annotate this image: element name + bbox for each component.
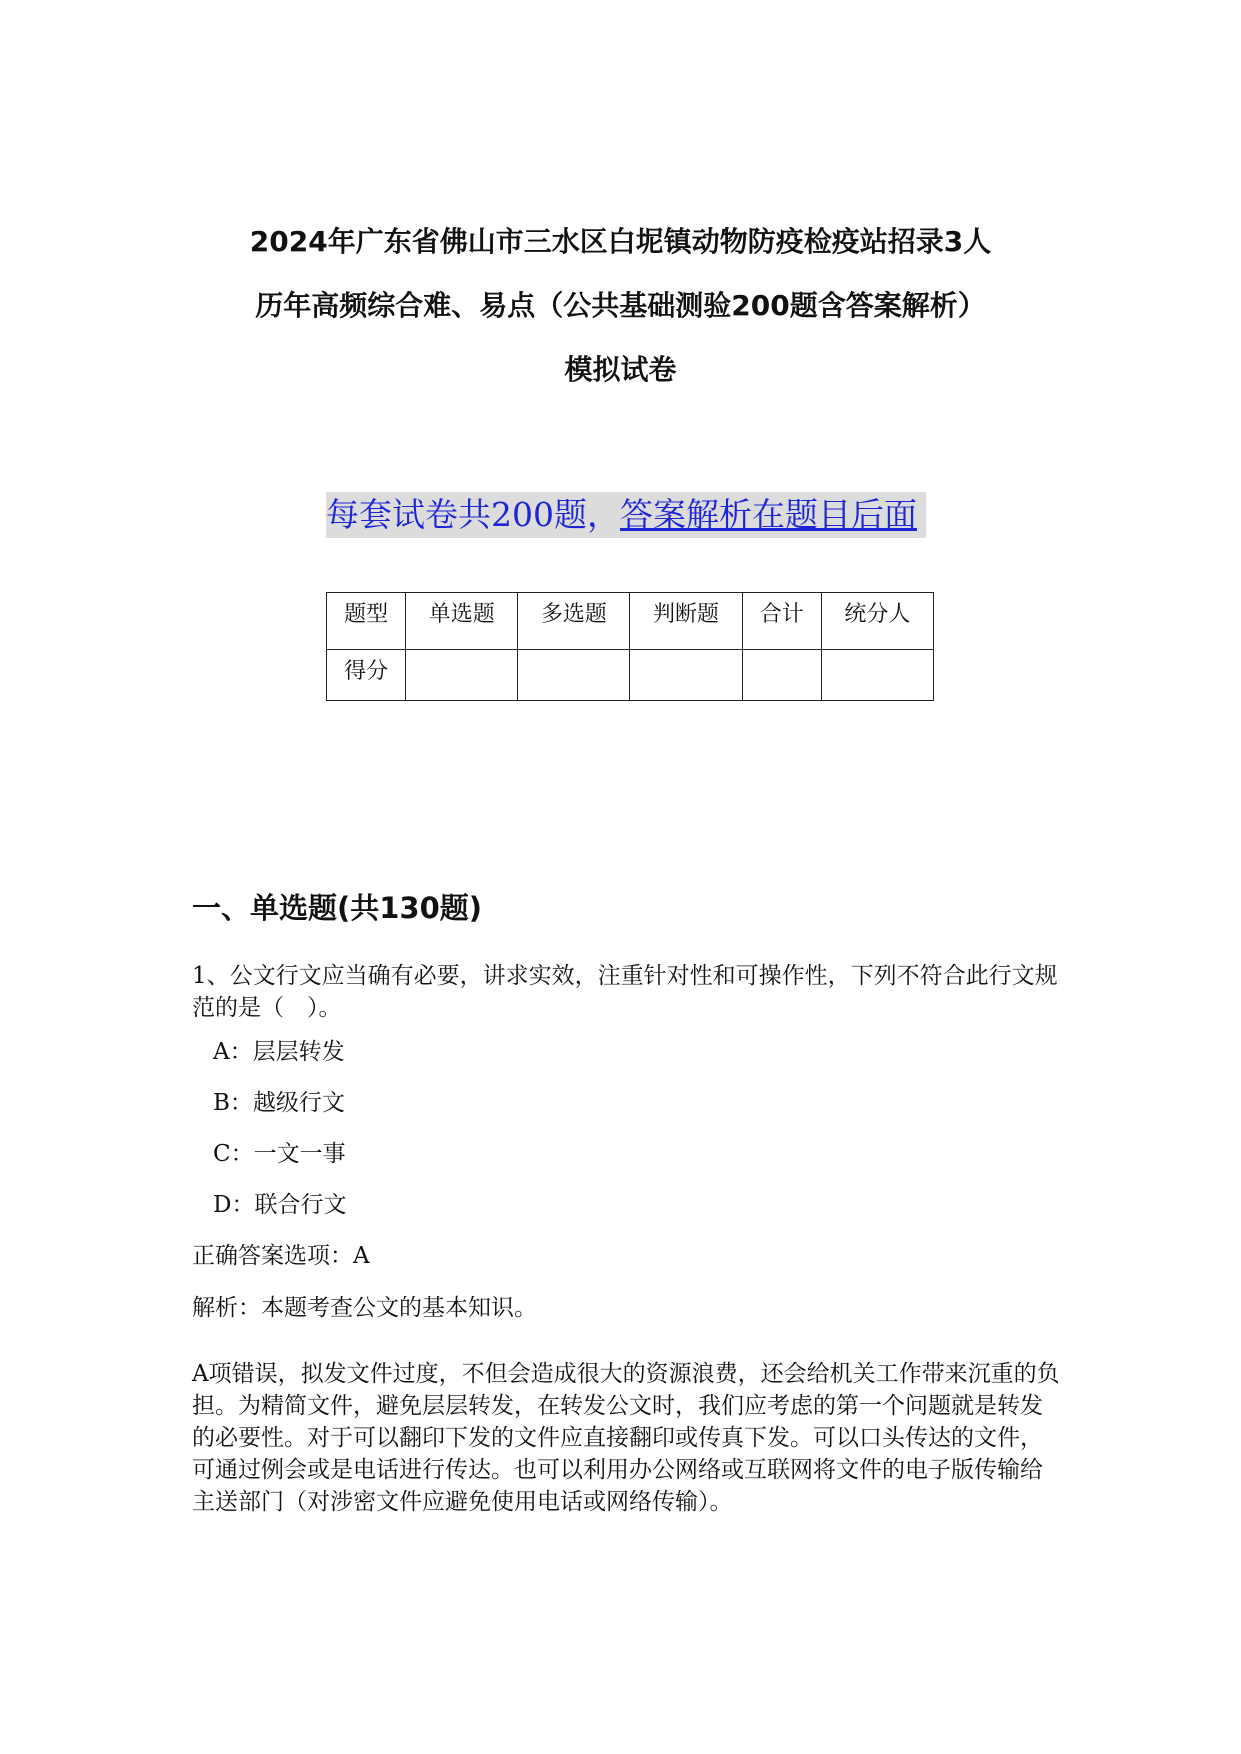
score-table xyxy=(326,592,934,701)
score-row-label: 得分 xyxy=(327,650,406,701)
title-line-3: 模拟试卷 xyxy=(564,353,677,386)
option-a: A：层层转发 xyxy=(213,1039,345,1065)
header-cell-single: 单选题 xyxy=(406,593,518,650)
score-cell-total[interactable] xyxy=(742,650,821,701)
header-cell-judge: 判断题 xyxy=(630,593,742,650)
score-cell-single[interactable] xyxy=(406,650,518,701)
question-1-text: 1、公文行文应当确有必要，讲求实效，注重针对性和可操作性，下列不符合此行文规范的是（ ）。 xyxy=(192,963,1058,1021)
answer-location-link[interactable]: 答案解析在题目后面 xyxy=(620,495,917,534)
info-banner xyxy=(326,492,926,538)
title-line-1: 2024年广东省佛山市三水区白坭镇动物防疫检疫站招录3人 xyxy=(249,225,992,258)
correct-answer: 正确答案选项：A xyxy=(192,1243,370,1269)
banner-text: 每套试卷共200题， xyxy=(326,495,620,534)
option-b: B：越级行文 xyxy=(213,1090,345,1116)
header-cell-scorer: 统分人 xyxy=(821,593,933,650)
section-heading: 一、单选题(共130题) xyxy=(192,891,483,925)
analysis-intro: 解析：本题考查公文的基本知识。 xyxy=(192,1295,537,1321)
analysis-body: A项错误，拟发文件过度，不但会造成很大的资源浪费，还会给机关工作带来沉重的负担。为精简文件，避免层层转发，在转发公文时，我们应考虑的第一个问题就是转发的必要性。对于可以翻印下发的文件应直接翻印或传真下发。可以口头传达的文件，可通过例会或是电话进行传达。也可以利用办公网络或互联网将文件的电子版传输给主送部门（对涉密文件应避免使用电话或网络传输）。 xyxy=(192,1361,1060,1515)
document-title xyxy=(150,210,1091,402)
score-table-score-row xyxy=(327,650,934,701)
option-d: D：联合行文 xyxy=(213,1192,347,1218)
score-table-header-row xyxy=(327,593,934,650)
header-cell-type: 题型 xyxy=(327,593,406,650)
option-c: C：一文一事 xyxy=(213,1141,346,1167)
score-cell-multiple[interactable] xyxy=(518,650,630,701)
header-cell-multiple: 多选题 xyxy=(518,593,630,650)
header-cell-total: 合计 xyxy=(742,593,821,650)
score-cell-judge[interactable] xyxy=(630,650,742,701)
title-line-2: 历年高频综合难、易点（公共基础测验200题含答案解析） xyxy=(255,289,986,322)
score-cell-scorer[interactable] xyxy=(821,650,933,701)
